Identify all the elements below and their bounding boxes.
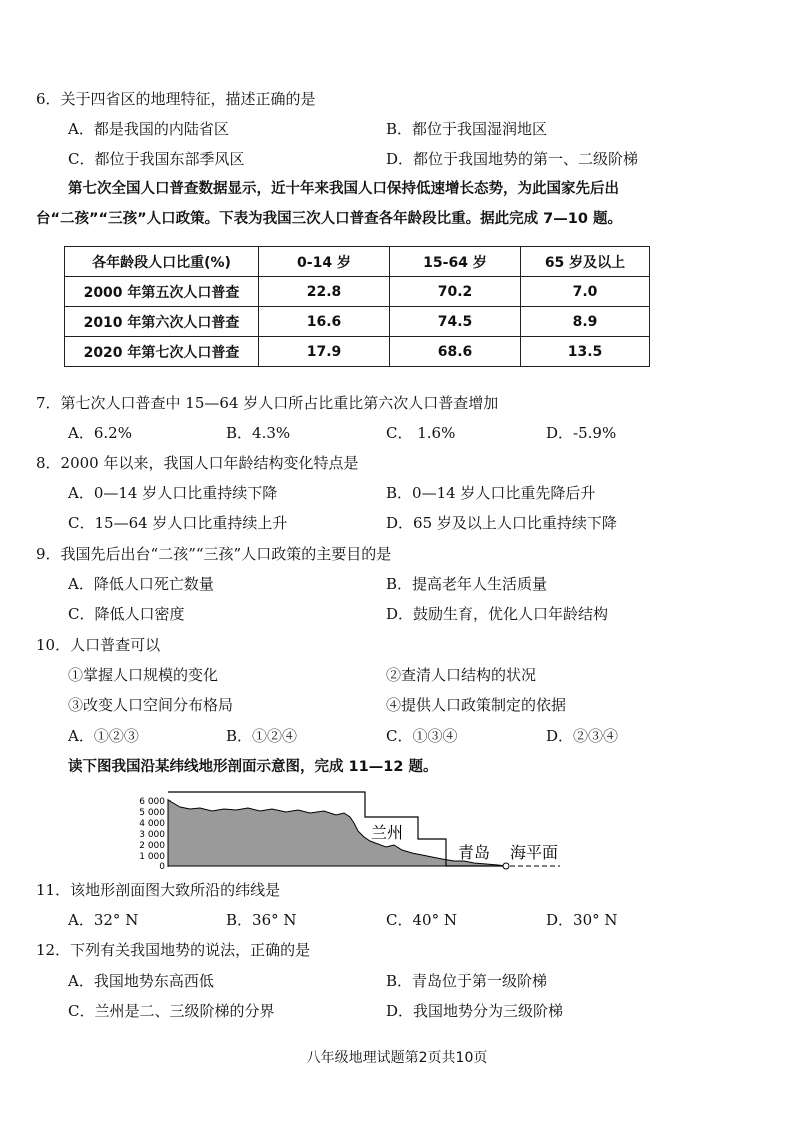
question-8-stem: 8．2000 年以来，我国人口年龄结构变化特点是	[36, 454, 359, 472]
question-12-stem: 12．下列有关我国地势的说法，正确的是	[36, 941, 311, 959]
table-cell: 8.9	[521, 307, 650, 337]
page-footer: 八年级地理试题第2页共10页	[306, 1050, 488, 1066]
table-header-cell: 各年龄段人口比重(%)	[65, 247, 259, 277]
question-9-stem: 9．我国先后出台“二孩”“三孩”人口政策的主要目的是	[36, 545, 392, 563]
table-cell: 2000 年第五次人口普查	[65, 277, 259, 307]
question-10-option-a: A．①②③	[68, 727, 139, 745]
table-header-row	[65, 247, 650, 277]
question-7-option-b: B．4.3%	[226, 424, 291, 442]
question-12-option-c: C．兰州是二、三级阶梯的分界	[68, 1002, 275, 1020]
question-9-option-a: A．降低人口死亡数量	[68, 575, 214, 593]
y-tick-label: 0	[159, 862, 165, 872]
question-7-option-c: C． 1.6%	[386, 424, 456, 442]
table-cell: 16.6	[259, 307, 390, 337]
table-cell: 68.6	[390, 337, 521, 367]
table-cell: 74.5	[390, 307, 521, 337]
question-10-option-d: D．②③④	[546, 727, 619, 745]
table-cell: 22.8	[259, 277, 390, 307]
table-header-cell: 65 岁及以上	[521, 247, 650, 277]
y-tick-label: 4 000	[139, 819, 165, 829]
terrain-profile-figure	[128, 787, 578, 873]
question-6-option-c: C．都位于我国东部季风区	[68, 150, 245, 168]
intro-paragraph-line-1: 第七次全国人口普查数据显示，近十年来我国人口保持低速增长态势，为此国家先后出	[68, 181, 619, 197]
label-sea-level: 海平面	[510, 843, 559, 862]
question-6-option-d: D．都位于我国地势的第一、二级阶梯	[386, 150, 639, 168]
table-row	[65, 337, 650, 367]
table-cell: 2020 年第七次人口普查	[65, 337, 259, 367]
question-12-option-b: B．青岛位于第一级阶梯	[386, 972, 548, 990]
question-7-option-a: A．6.2%	[68, 424, 132, 442]
terrain-profile-shape	[168, 800, 506, 866]
label-qingdao: 青岛	[458, 843, 491, 862]
table-cell: 17.9	[259, 337, 390, 367]
figure-intro: 读下图我国沿某纬线地形剖面示意图，完成 11—12 题。	[68, 759, 438, 775]
intro-paragraph-line-2: 台“二孩”“三孩”人口政策。下表为我国三次人口普查各年龄段比重。据此完成 7—10 题。	[36, 211, 622, 227]
table-cell: 2010 年第六次人口普查	[65, 307, 259, 337]
table-cell: 13.5	[521, 337, 650, 367]
y-tick-label: 3 000	[139, 830, 165, 840]
question-11-option-a: A．32° N	[68, 911, 139, 929]
y-tick-label: 6 000	[139, 797, 165, 807]
table-cell: 7.0	[521, 277, 650, 307]
question-10-option-b: B．①②④	[226, 727, 298, 745]
question-10-item-2: ②查清人口结构的状况	[386, 666, 537, 684]
question-12-option-d: D．我国地势分为三级阶梯	[386, 1002, 564, 1020]
question-11-option-d: D．30° N	[546, 911, 618, 929]
question-8-option-a: A．0—14 岁人口比重持续下降	[68, 484, 278, 502]
table-cell: 70.2	[390, 277, 521, 307]
question-7-stem: 7．第七次人口普查中 15—64 岁人口所占比重比第六次人口普查增加	[36, 394, 499, 412]
question-10-item-1: ①掌握人口规模的变化	[68, 666, 219, 684]
question-6-stem: 6．关于四省区的地理特征，描述正确的是	[36, 90, 316, 108]
question-6-option-b: B．都位于我国湿润地区	[386, 120, 548, 138]
question-10-option-c: C．①③④	[386, 727, 458, 745]
qingdao-marker	[503, 863, 509, 869]
table-row	[65, 307, 650, 337]
question-8-option-b: B．0—14 岁人口比重先降后升	[386, 484, 596, 502]
y-tick-label: 1 000	[139, 852, 165, 862]
population-age-table	[64, 246, 650, 367]
y-tick-label: 5 000	[139, 808, 165, 818]
question-10-stem: 10．人口普查可以	[36, 636, 161, 654]
question-12-option-a: A．我国地势东高西低	[68, 972, 214, 990]
question-10-item-3: ③改变人口空间分布格局	[68, 696, 234, 714]
question-9-option-c: C．降低人口密度	[68, 605, 185, 623]
question-11-stem: 11．该地形剖面图大致所沿的纬线是	[36, 881, 281, 899]
question-8-option-c: C．15—64 岁人口比重持续上升	[68, 514, 288, 532]
question-6-option-a: A．都是我国的内陆省区	[68, 120, 229, 138]
question-9-option-d: D．鼓励生育，优化人口年龄结构	[386, 605, 609, 623]
question-10-item-4: ④提供人口政策制定的依据	[386, 696, 567, 714]
question-7-option-d: D．-5.9%	[546, 424, 617, 442]
question-8-option-d: D．65 岁及以上人口比重持续下降	[386, 514, 617, 532]
question-11-option-b: B．36° N	[226, 911, 297, 929]
label-lanzhou: 兰州	[371, 823, 404, 842]
question-9-option-b: B．提高老年人生活质量	[386, 575, 548, 593]
question-11-option-c: C．40° N	[386, 911, 457, 929]
table-row	[65, 277, 650, 307]
table-header-cell: 15-64 岁	[390, 247, 521, 277]
y-tick-label: 2 000	[139, 841, 165, 851]
table-header-cell: 0-14 岁	[259, 247, 390, 277]
